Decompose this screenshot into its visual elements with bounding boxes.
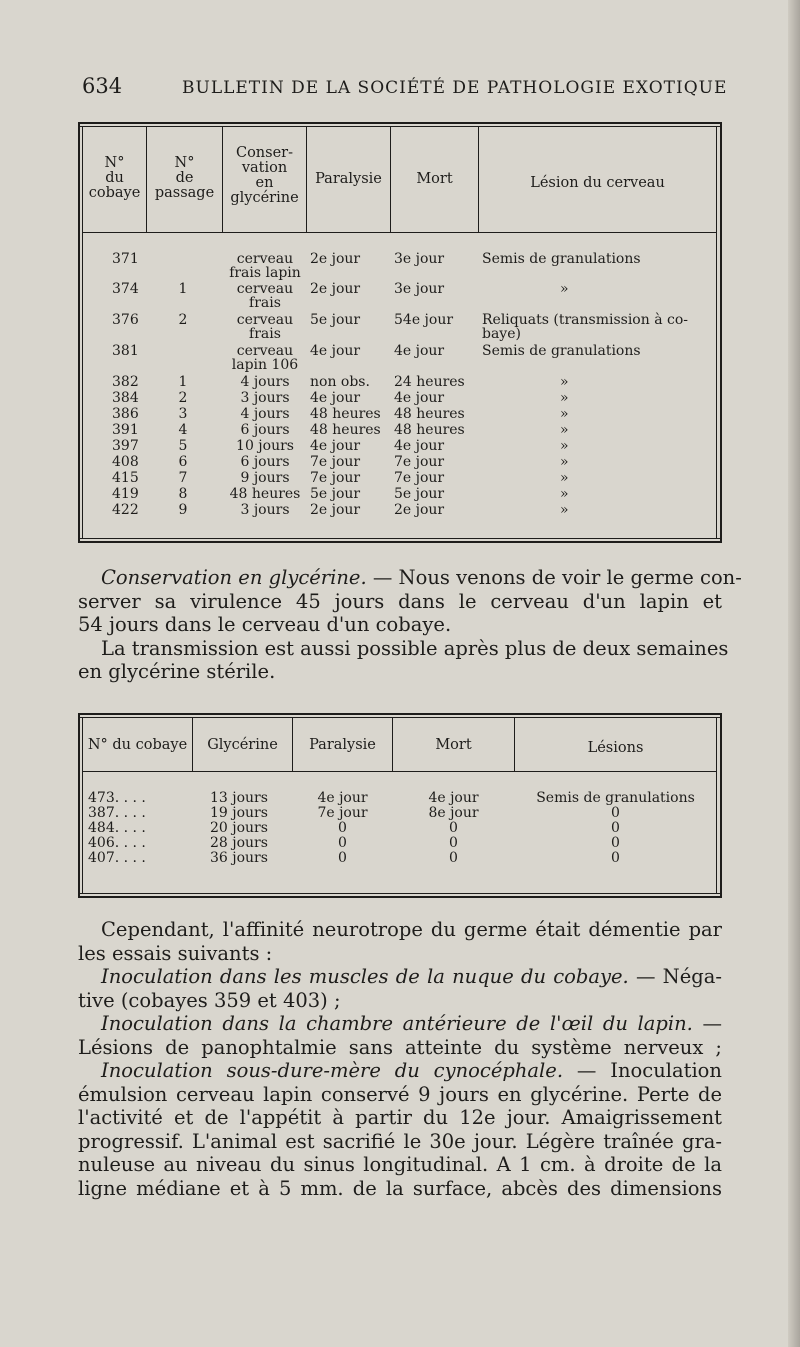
text-line: en glycérine stérile. xyxy=(78,660,276,683)
cell-conservation: 6 jours xyxy=(240,454,290,470)
cell-cobaye: 376 xyxy=(112,312,139,328)
cell-paralysie: 2e jour xyxy=(310,502,361,518)
cell-passage: 8 xyxy=(178,486,188,502)
page-number: 634 xyxy=(82,74,123,98)
cell-lesions: 0 xyxy=(611,850,620,866)
cell-lesion: » xyxy=(560,281,569,297)
cell-conservation: lapin 106 xyxy=(231,357,299,373)
cell-conservation: 10 jours xyxy=(236,438,294,454)
cell-mort: 8e jour xyxy=(428,805,479,821)
cell-paralysie: 0 xyxy=(338,850,347,866)
text-line: émulsion cerveau lapin conservé 9 jours en glycérine. Perte de xyxy=(78,1082,722,1106)
cell-mort: 48 heures xyxy=(394,422,465,438)
cell-lesions: Semis de granulations xyxy=(536,790,695,806)
text-line: l'activité et de l'appétit à partir du 12e jour. Amaigrissement xyxy=(78,1106,722,1129)
cell-mort: 0 xyxy=(449,835,458,851)
cell-passage: 4 xyxy=(178,422,188,438)
cell-cobaye: 397 xyxy=(112,438,139,454)
cell-conservation: cerveau xyxy=(236,281,294,297)
cell-lesions: 0 xyxy=(611,805,620,821)
text-line: nuleuse au niveau du sinus longitudinal. A 1 cm. à droite de la xyxy=(78,1153,722,1176)
cell-paralysie: 2e jour xyxy=(310,251,361,267)
cell-paralysie: 4e jour xyxy=(310,343,361,359)
cell-cobaye: 374 xyxy=(112,281,139,297)
cell-lesions: 0 xyxy=(611,835,620,851)
cell-cobaye: 408 xyxy=(112,454,139,470)
cell-lesion: » xyxy=(560,438,569,454)
page-edge xyxy=(788,0,800,1347)
cell-paralysie: 5e jour xyxy=(310,312,361,328)
header-cobaye: N° du cobaye xyxy=(88,155,141,201)
header-conservation: Conser- vation en glycérine xyxy=(230,145,299,206)
text-line: progressif. L'animal est sacrifié le 30e jour. Légère traînée gra- xyxy=(78,1129,722,1153)
header-lesions2: Lésions xyxy=(587,740,644,756)
cell-paralysie: 0 xyxy=(338,820,347,836)
cell-paralysie: 7e jour xyxy=(317,805,368,821)
cell-cobaye: 419 xyxy=(112,486,139,502)
cell-mort: 3e jour xyxy=(394,281,445,297)
cell-cobaye: 386 xyxy=(112,406,139,422)
paragraph-conservation xyxy=(78,566,742,684)
cell-conservation: frais lapin xyxy=(229,265,301,281)
cell-conservation: 3 jours xyxy=(240,502,290,518)
cell-conservation: 48 heures xyxy=(229,486,301,502)
text-line: Conservation en glycérine. — Nous venons de voir le germe con- xyxy=(101,566,742,589)
cell-mort: 4e jour xyxy=(394,438,445,454)
text-line: Cependant, l'affinité neurotrope du germe était démentie par xyxy=(101,918,722,941)
cell-paralysie: 7e jour xyxy=(310,454,361,470)
cell-cobaye: 384 xyxy=(112,390,139,406)
table-glycerine xyxy=(78,713,722,899)
table-transmission xyxy=(78,122,722,546)
cell-conservation: frais xyxy=(249,326,281,342)
cell-mort: 4e jour xyxy=(394,390,445,406)
cell-conservation: 6 jours xyxy=(240,422,290,438)
cell-paralysie: 4e jour xyxy=(317,790,368,806)
text-line: tive (cobayes 359 et 403) ; xyxy=(78,988,341,1012)
cell-conservation: cerveau xyxy=(236,343,294,359)
header-mort: Mort xyxy=(416,171,453,187)
cell-paralysie: non obs. xyxy=(310,374,370,390)
cell-conservation: cerveau xyxy=(236,312,294,328)
cell-passage: 7 xyxy=(178,470,188,486)
cell-glycerine: 13 jours xyxy=(210,790,268,806)
paragraph-essais xyxy=(78,918,722,1200)
text-line: les essais suivants : xyxy=(78,941,273,965)
cell-glycerine: 20 jours xyxy=(210,820,268,836)
cell-passage: 9 xyxy=(178,502,188,518)
cell-paralysie: 2e jour xyxy=(310,281,361,297)
cell-cobaye: 381 xyxy=(112,343,139,359)
cell-passage: 6 xyxy=(178,454,188,470)
cell-lesion: » xyxy=(560,470,569,486)
cell-paralysie: 7e jour xyxy=(310,470,361,486)
cell-mort: 0 xyxy=(449,850,458,866)
cell-lesion: » xyxy=(560,454,569,470)
cell-mort: 4e jour xyxy=(428,790,479,806)
header-mort2: Mort xyxy=(435,737,472,753)
cell-lesion: Semis de granulations xyxy=(482,343,641,359)
cell-conservation: 3 jours xyxy=(240,390,290,406)
page-header xyxy=(82,74,728,104)
cell-cobaye: 407. . . . xyxy=(88,850,146,866)
cell-passage: 1 xyxy=(178,281,188,297)
cell-lesion: » xyxy=(560,374,569,390)
cell-mort: 2e jour xyxy=(394,502,445,518)
cell-cobaye: 473. . . . xyxy=(88,790,146,806)
cell-lesions: 0 xyxy=(611,820,620,836)
cell-mort: 3e jour xyxy=(394,251,445,267)
cell-glycerine: 19 jours xyxy=(210,805,268,821)
header-passage: N° de passage xyxy=(154,155,215,201)
cell-conservation: 4 jours xyxy=(240,374,290,390)
text-line: Inoculation sous-dure-mère du cynocéphale. — Inoculation xyxy=(101,1059,722,1082)
cell-lesion: baye) xyxy=(482,326,521,342)
cell-cobaye: 391 xyxy=(112,422,139,438)
cell-glycerine: 36 jours xyxy=(210,850,268,866)
cell-passage: 2 xyxy=(178,312,188,328)
cell-mort: 5e jour xyxy=(394,486,445,502)
cell-lesion: » xyxy=(560,486,569,502)
header-lesion: Lésion du cerveau xyxy=(530,175,665,191)
cell-mort: 24 heures xyxy=(394,374,465,390)
cell-cobaye: 387. . . . xyxy=(88,805,146,821)
text-line: 54 jours dans le cerveau d'un cobaye. xyxy=(78,613,452,636)
cell-conservation: frais xyxy=(249,295,281,311)
header-paralysie: Paralysie xyxy=(315,171,382,187)
cell-lesion: Semis de granulations xyxy=(482,251,641,267)
cell-mort: 54e jour xyxy=(394,312,454,328)
text-line: Lésions de panophtalmie sans atteinte du système nerveux ; xyxy=(78,1035,722,1059)
cell-conservation: 9 jours xyxy=(240,470,290,486)
header-glycerine: Glycérine xyxy=(207,737,278,753)
cell-cobaye: 415 xyxy=(112,470,139,486)
cell-cobaye: 382 xyxy=(112,374,139,390)
cell-mort: 7e jour xyxy=(394,470,445,486)
text-line: Inoculation dans les muscles de la nuque du cobaye. — Néga- xyxy=(101,965,722,988)
cell-paralysie: 4e jour xyxy=(310,438,361,454)
cell-paralysie: 0 xyxy=(338,835,347,851)
cell-lesion: » xyxy=(560,502,569,518)
text-line: ligne médiane et à 5 mm. de la surface, abcès des dimensions xyxy=(78,1176,722,1200)
cell-mort: 48 heures xyxy=(394,406,465,422)
cell-cobaye: 406. . . . xyxy=(88,835,146,851)
cell-passage: 5 xyxy=(178,438,188,454)
header-cobaye2: N° du cobaye xyxy=(87,737,188,753)
cell-passage: 3 xyxy=(178,406,188,422)
cell-passage: 1 xyxy=(178,374,188,390)
cell-paralysie: 48 heures xyxy=(310,406,381,422)
header-paralysie2: Paralysie xyxy=(309,737,376,753)
cell-lesion: » xyxy=(560,390,569,406)
cell-conservation: 4 jours xyxy=(240,406,290,422)
cell-lesion: » xyxy=(560,422,569,438)
cell-conservation: cerveau xyxy=(236,251,294,267)
cell-mort: 0 xyxy=(449,820,458,836)
cell-mort: 7e jour xyxy=(394,454,445,470)
text-line: Inoculation dans la chambre antérieure de l'œil du lapin. — xyxy=(101,1012,722,1035)
cell-cobaye: 371 xyxy=(112,251,139,267)
text-line: La transmission est aussi possible après plus de deux semaines xyxy=(101,636,729,660)
cell-paralysie: 4e jour xyxy=(310,390,361,406)
cell-paralysie: 5e jour xyxy=(310,486,361,502)
cell-passage: 2 xyxy=(178,390,188,406)
cell-lesion: Reliquats (transmission à co- xyxy=(482,312,688,328)
cell-paralysie: 48 heures xyxy=(310,422,381,438)
cell-lesion: » xyxy=(560,406,569,422)
running-title: BULLETIN DE LA SOCIÉTÉ DE PATHOLOGIE EXOTIQUE xyxy=(182,78,728,98)
cell-glycerine: 28 jours xyxy=(210,835,268,851)
cell-cobaye: 484. . . . xyxy=(88,820,146,836)
text-line: server sa virulence 45 jours dans le cerveau d'un lapin et xyxy=(78,589,722,613)
cell-mort: 4e jour xyxy=(394,343,445,359)
cell-cobaye: 422 xyxy=(112,502,139,518)
